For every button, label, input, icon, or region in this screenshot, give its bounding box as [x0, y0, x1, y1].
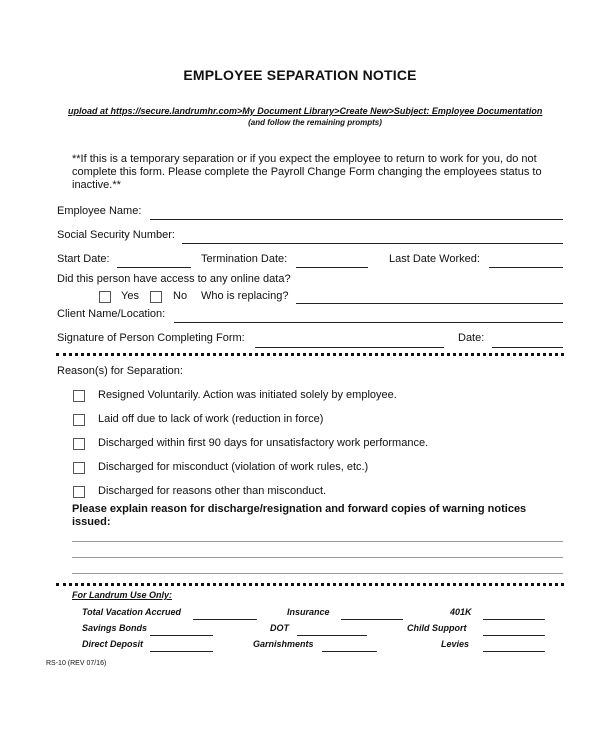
start-date-label: Start Date: [57, 253, 110, 265]
online-access-no-checkbox[interactable] [150, 291, 162, 303]
reason-resigned-label: Resigned Voluntarily. Action was initiated solely by employee. [98, 389, 397, 401]
reason-laid-off-label: Laid off due to lack of work (reduction in force) [98, 413, 324, 425]
child-support-label: Child Support [407, 623, 467, 633]
reason-other-checkbox[interactable] [73, 486, 85, 498]
explain-reason-line-3[interactable] [72, 573, 563, 574]
start-date-field[interactable] [117, 267, 191, 268]
ssn-label: Social Security Number: [57, 229, 175, 241]
client-name-field[interactable] [174, 322, 563, 323]
garnishments-label: Garnishments [253, 639, 314, 649]
reason-resigned-checkbox[interactable] [73, 390, 85, 402]
insurance-field[interactable] [341, 619, 403, 620]
dot-field[interactable] [297, 635, 367, 636]
levies-field[interactable] [483, 651, 545, 652]
total-vacation-field[interactable] [193, 619, 257, 620]
direct-deposit-field[interactable] [150, 651, 213, 652]
upload-link[interactable]: https://secure.landrumhr.com [110, 106, 238, 116]
ssn-field[interactable] [182, 243, 563, 244]
explain-reason-label: Please explain reason for discharge/resignation and forward copies of warning notices [72, 503, 527, 515]
dot-label: DOT [270, 623, 289, 633]
date-field[interactable] [492, 347, 563, 348]
explain-reason-line-1[interactable] [72, 541, 563, 542]
who-replacing-field[interactable] [296, 303, 563, 304]
dotted-divider [56, 353, 564, 356]
upload-instruction [68, 106, 542, 116]
reason-other-label: Discharged for reasons other than misconduct. [98, 485, 327, 497]
levies-label: Levies [441, 639, 470, 649]
online-access-no-label: No [173, 290, 188, 302]
garnishments-field[interactable] [322, 651, 377, 652]
401k-field[interactable] [483, 619, 545, 620]
insurance-label: Insurance [287, 607, 330, 617]
total-vacation-label: Total Vacation Accrued [82, 607, 182, 617]
signature-label: Signature of Person Completing Form: [57, 332, 245, 344]
last-date-worked-field[interactable] [489, 267, 563, 268]
explain-reason-line-2[interactable] [72, 557, 563, 558]
explain-reason-label-cont: issued: [72, 516, 111, 528]
client-name-label: Client Name/Location: [57, 308, 166, 320]
reason-discharged-90-days-label: Discharged within first 90 days for unsatisfactory work performance. [98, 437, 429, 449]
upload-prefix: upload at [68, 106, 111, 116]
savings-bonds-label: Savings Bonds [82, 623, 148, 633]
savings-bonds-field[interactable] [150, 635, 213, 636]
dotted-divider-landrum [56, 583, 564, 586]
page-title: EMPLOYEE SEPARATION NOTICE [183, 67, 417, 83]
follow-prompts-note: (and follow the remaining prompts) [248, 118, 382, 127]
401k-label: 401K [450, 607, 472, 617]
reason-discharged-90-days-checkbox[interactable] [73, 438, 85, 450]
employee-name-field[interactable] [150, 219, 563, 220]
date-label: Date: [458, 332, 485, 344]
termination-date-label: Termination Date: [201, 253, 288, 265]
termination-date-field[interactable] [296, 267, 368, 268]
reason-misconduct-label: Discharged for misconduct (violation of work rules, etc.) [98, 461, 369, 473]
online-access-yes-label: Yes [121, 290, 139, 302]
direct-deposit-label: Direct Deposit [82, 639, 144, 649]
signature-field[interactable] [255, 347, 444, 348]
employee-name-label: Employee Name: [57, 205, 142, 217]
reason-laid-off-checkbox[interactable] [73, 414, 85, 426]
form-number: RS-10 (REV 07/16) [46, 660, 107, 667]
last-date-worked-label: Last Date Worked: [389, 253, 480, 265]
who-replacing-label: Who is replacing? [201, 290, 289, 302]
temporary-separation-note: **If this is a temporary separation or if you expect the employee to return to work for you, do not complete this form. Please complete the Payroll Change Form changing the employees status to inactive.** [72, 153, 542, 191]
upload-path: >My Document Library>Create New>Subject: Employee Documentation [237, 106, 543, 116]
online-access-yes-checkbox[interactable] [99, 291, 111, 303]
online-access-question: Did this person have access to any online data? [57, 273, 291, 285]
reasons-heading: Reason(s) for Separation: [57, 365, 183, 377]
landrum-use-heading: For Landrum Use Only: [72, 590, 173, 600]
reason-misconduct-checkbox[interactable] [73, 462, 85, 474]
child-support-field[interactable] [483, 635, 545, 636]
